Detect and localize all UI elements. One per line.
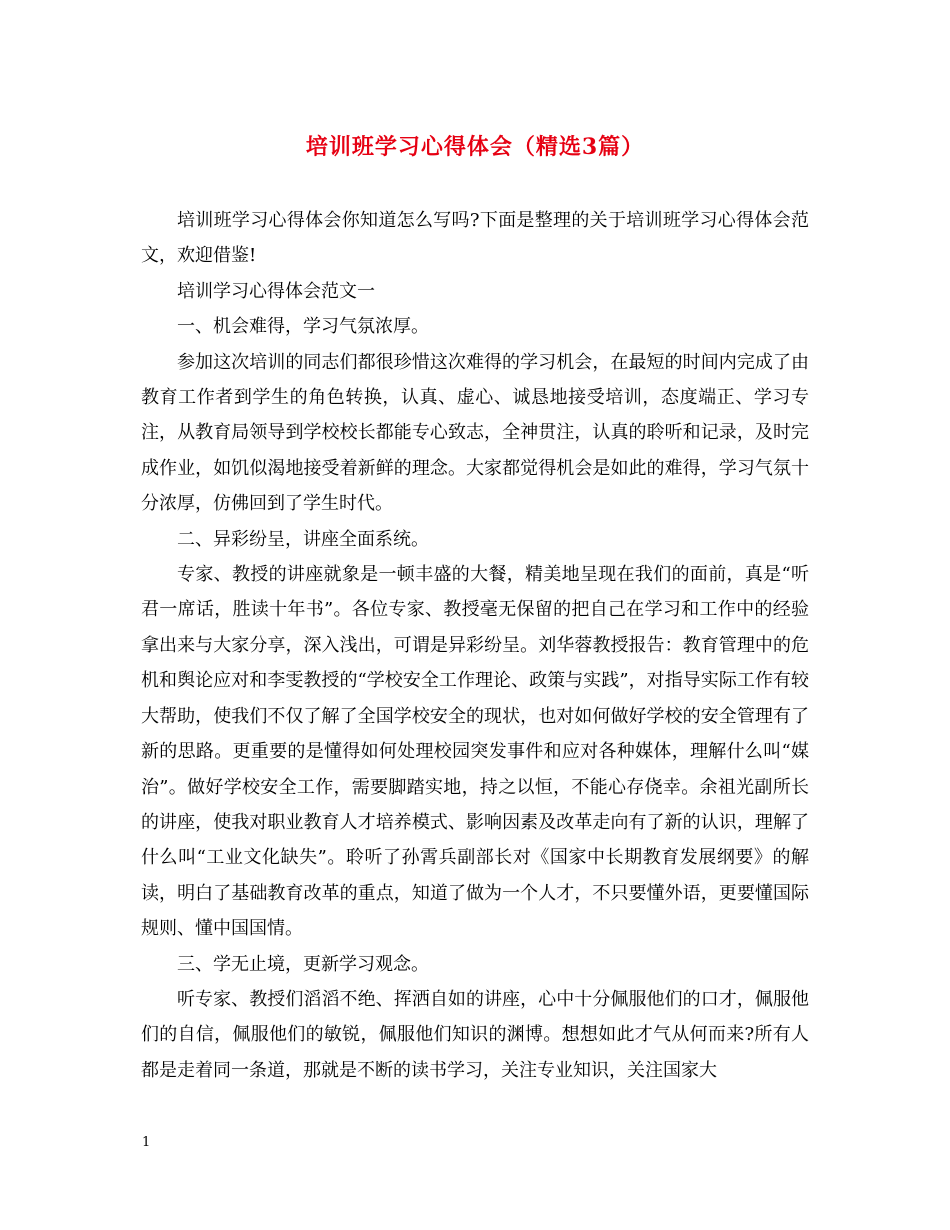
paragraph-body-2: 专家、教授的讲座就象是一顿丰盛的大餐，精美地呈现在我们的面前，真是“听君一席话，胜读十年书”。各位专家、教授毫无保留的把自己在学习和工作中的经验拿出来与大家分享，深入浅出，可谓是异彩纷呈。刘华蓉教授报告：教育管理中的危机和舆论应对和李雯教授的“学校安全工作理论、政策与实践”，对指导实际工作有较大帮助，使我们不仅了解了全国学校安全的现状，也对如何做好学校的安全管理有了新的思路。更重要的是懂得如何处理校园突发事件和应对各种媒体，理解什么叫“媒治”。做好学校安全工作，需要脚踏实地，持之以恒，不能心存侥幸。余祖光副所长的讲座，使我对职业教育人才培养模式、影响因素及改革走向有了新的认识，理解了什么叫“工业文化缺失”。聆听了孙霄兵副部长对《国家中长期教育发展纲要》的解读，明白了基础教育改革的重点，知道了做为一个人才，不只要懂外语，更要懂国际规则、懂中国国情。 — [141, 564, 809, 940]
paragraph-body-3: 听专家、教授们滔滔不绝、挥洒自如的讲座，心中十分佩服他们的口才，佩服他们的自信，佩服他们的敏锐，佩服他们知识的渊博。想想如此才气从何而来?所有人都是走着同一条道，那就是不断的读书学习，关注专业知识，关注国家大 — [141, 988, 809, 1081]
paragraph-body-1: 参加这次培训的同志们都很珍惜这次难得的学习机会，在最短的时间内完成了由教育工作者到学生的角色转换，认真、虚心、诚恳地接受培训，态度端正、学习专注，从教育局领导到学校校长都能专心致志，全神贯注，认真的聆听和记录，及时完成作业，如饥似渴地接受着新鲜的理念。大家都觉得机会是如此的难得，学习气氛十分浓厚，仿佛回到了学生时代。 — [141, 351, 809, 515]
page-number: 1 — [142, 1135, 151, 1150]
paragraph-heading-2: 二、异彩纷呈，讲座全面系统。 — [177, 528, 429, 550]
paragraph-intro: 培训班学习心得体会你知道怎么写吗?下面是整理的关于培训班学习心得体会范文，欢迎借鉴! — [141, 210, 809, 267]
paragraph-heading-3: 三、学无止境，更新学习观念。 — [177, 953, 429, 975]
document-title: 培训班学习心得体会（精选3篇） — [305, 134, 645, 160]
paragraph-section-heading: 培训学习心得体会范文一 — [177, 280, 375, 302]
paragraph-heading-1: 一、机会难得，学习气氛浓厚。 — [177, 316, 429, 338]
document-body — [141, 203, 809, 1088]
